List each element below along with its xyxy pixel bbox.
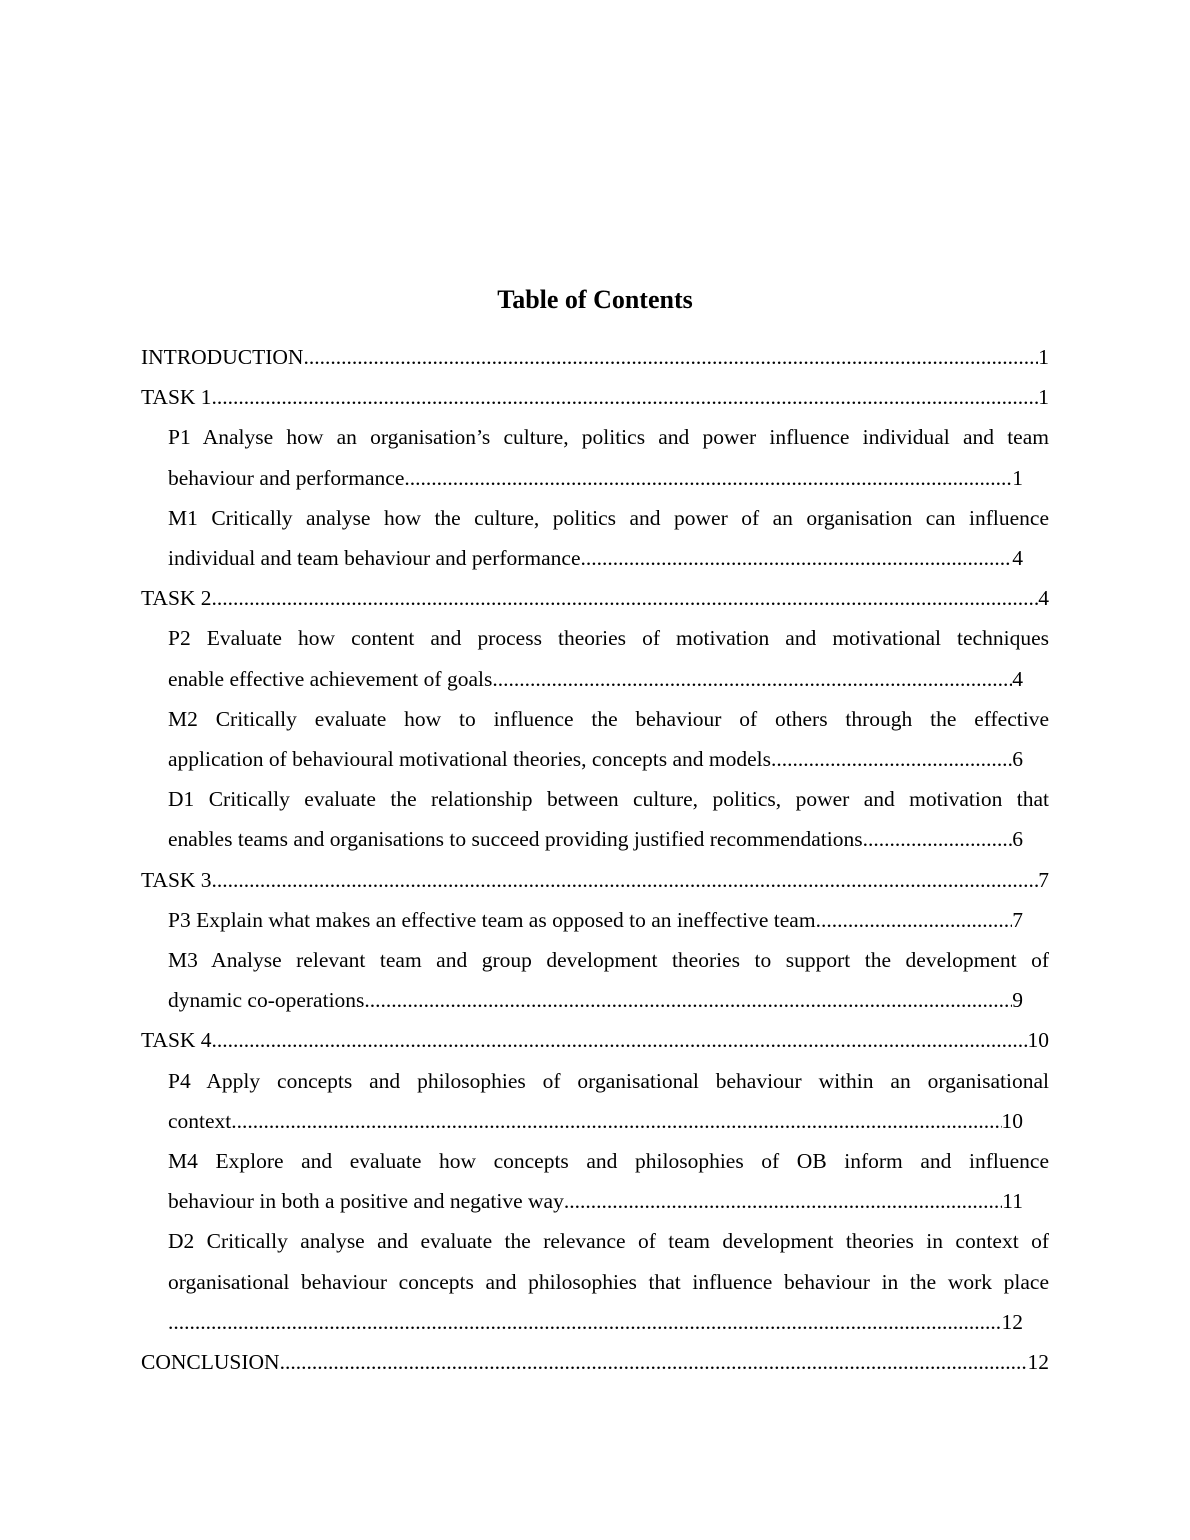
toc-leader	[581, 538, 1013, 578]
toc-entry-line	[168, 739, 1023, 779]
toc-entry-line	[168, 458, 1023, 498]
toc-leader	[564, 1181, 1002, 1221]
toc-entry-line: P1 Analyse how an organisation’s culture, politics and power influence individual and team	[168, 425, 1049, 450]
toc-leader	[212, 377, 1039, 417]
toc-entry-label: context	[168, 1108, 232, 1133]
toc-entry-task-3[interactable]	[141, 860, 1049, 900]
toc-page-number: 12	[1027, 1350, 1049, 1375]
toc-entry-line: M3 Analyse relevant team and group development theories to support the development of	[168, 948, 1049, 973]
toc-entry-m4[interactable]	[168, 1141, 1049, 1221]
toc-entry-label: TASK 3	[141, 867, 212, 892]
toc-leader	[303, 337, 1038, 377]
toc-entry-label: CONCLUSION	[141, 1350, 280, 1375]
toc-leader	[212, 1020, 1028, 1060]
toc-leader	[863, 819, 1013, 859]
toc-leader	[212, 860, 1039, 900]
toc-title: Table of Contents	[497, 285, 693, 314]
toc-page-number: 10	[1027, 1028, 1049, 1053]
toc-entry-line	[168, 819, 1023, 859]
toc-entry-line: P4 Apply concepts and philosophies of organisational behaviour within an organisational	[168, 1068, 1049, 1093]
toc-entry-line: M1 Critically analyse how the culture, politics and power of an organisation can influence	[168, 505, 1049, 530]
toc-entry-line: D1 Critically evaluate the relationship between culture, politics, power and motivation that	[168, 787, 1049, 812]
toc-leader	[280, 1342, 1028, 1382]
toc-entry-label: TASK 2	[141, 586, 212, 611]
toc-page-number: 4	[1038, 586, 1049, 611]
toc-entry-line: M4 Explore and evaluate how concepts and philosophies of OB inform and influence	[168, 1149, 1049, 1174]
toc-list	[141, 337, 1049, 1382]
toc-entry-line: M2 Critically evaluate how to influence the behaviour of others through the effective	[168, 706, 1049, 731]
toc-entry-line: P2 Evaluate how content and process theories of motivation and motivational techniques	[168, 626, 1049, 651]
toc-entry-line	[168, 1181, 1023, 1221]
toc-entry-p3[interactable]	[168, 900, 1049, 940]
toc-page-number: 10	[1001, 1108, 1023, 1133]
toc-entry-label: TASK 4	[141, 1028, 212, 1053]
toc-entry-label: enables teams and organisations to succeed providing justified recommendations	[168, 827, 863, 852]
toc-entry-label: dynamic co-operations	[168, 988, 365, 1013]
toc-leader	[212, 578, 1039, 618]
toc-entry-introduction[interactable]	[141, 337, 1049, 377]
toc-entry-p4[interactable]	[168, 1061, 1049, 1141]
toc-page-number: 6	[1012, 747, 1023, 772]
toc-page-number: 1	[1012, 465, 1023, 490]
toc-entry-task-2[interactable]	[141, 578, 1049, 618]
toc-page-number: 7	[1038, 867, 1049, 892]
toc-page-number: 1	[1038, 385, 1049, 410]
toc-entry-task-4[interactable]	[141, 1020, 1049, 1060]
toc-page-number: 7	[1012, 907, 1023, 932]
toc-entry-d1[interactable]	[168, 779, 1049, 859]
toc-entry-line	[168, 980, 1023, 1020]
toc-entry-line	[168, 659, 1023, 699]
toc-leader	[771, 739, 1012, 779]
toc-page-number: 9	[1012, 988, 1023, 1013]
toc-leader	[816, 900, 1013, 940]
toc-leader	[364, 980, 1012, 1020]
toc-entry-label: application of behavioural motivational theories, concepts and models	[168, 747, 772, 772]
toc-entry-line: D2 Critically analyse and evaluate the relevance of team development theories in context of	[168, 1229, 1049, 1254]
toc-entry-line: organisational behaviour concepts and philosophies that influence behaviour in the work place	[168, 1269, 1049, 1294]
toc-page-number: 4	[1012, 666, 1023, 691]
toc-entry-m1[interactable]	[168, 498, 1049, 578]
toc-page-number: 1	[1038, 345, 1049, 369]
toc-entry-line	[168, 538, 1023, 578]
toc-page-number: 4	[1012, 546, 1023, 571]
toc-entry-label: TASK 1	[141, 385, 212, 410]
toc-leader	[168, 1302, 1002, 1342]
toc-leader	[492, 659, 1012, 699]
toc-entry-m2[interactable]	[168, 699, 1049, 779]
toc-entry-task-1[interactable]	[141, 377, 1049, 417]
toc-page-number: 11	[1002, 1189, 1023, 1214]
toc-page-number: 6	[1012, 827, 1023, 852]
toc-entry-label: behaviour and performance	[168, 465, 405, 490]
toc-entry-label: enable effective achievement of goals	[168, 666, 493, 691]
toc-entry-p2[interactable]	[168, 618, 1049, 698]
toc-entry-line	[168, 1101, 1023, 1141]
toc-entry-line	[168, 1302, 1023, 1342]
toc-page-number: 12	[1001, 1309, 1023, 1334]
toc-entry-m3[interactable]	[168, 940, 1049, 1020]
toc-leader	[231, 1101, 1001, 1141]
toc-leader	[404, 458, 1012, 498]
toc-entry-label: INTRODUCTION	[141, 345, 304, 369]
toc-entry-conclusion[interactable]	[141, 1342, 1049, 1382]
toc-entry-line	[168, 900, 1023, 940]
toc-entry-label: P3 Explain what makes an effective team as opposed to an ineffective team	[168, 907, 816, 932]
toc-entry-label: behaviour in both a positive and negative way	[168, 1189, 564, 1214]
toc-entry-label: individual and team behaviour and performance	[168, 546, 581, 571]
toc-entry-p1[interactable]	[168, 417, 1049, 497]
toc-entry-d2[interactable]	[168, 1221, 1049, 1342]
